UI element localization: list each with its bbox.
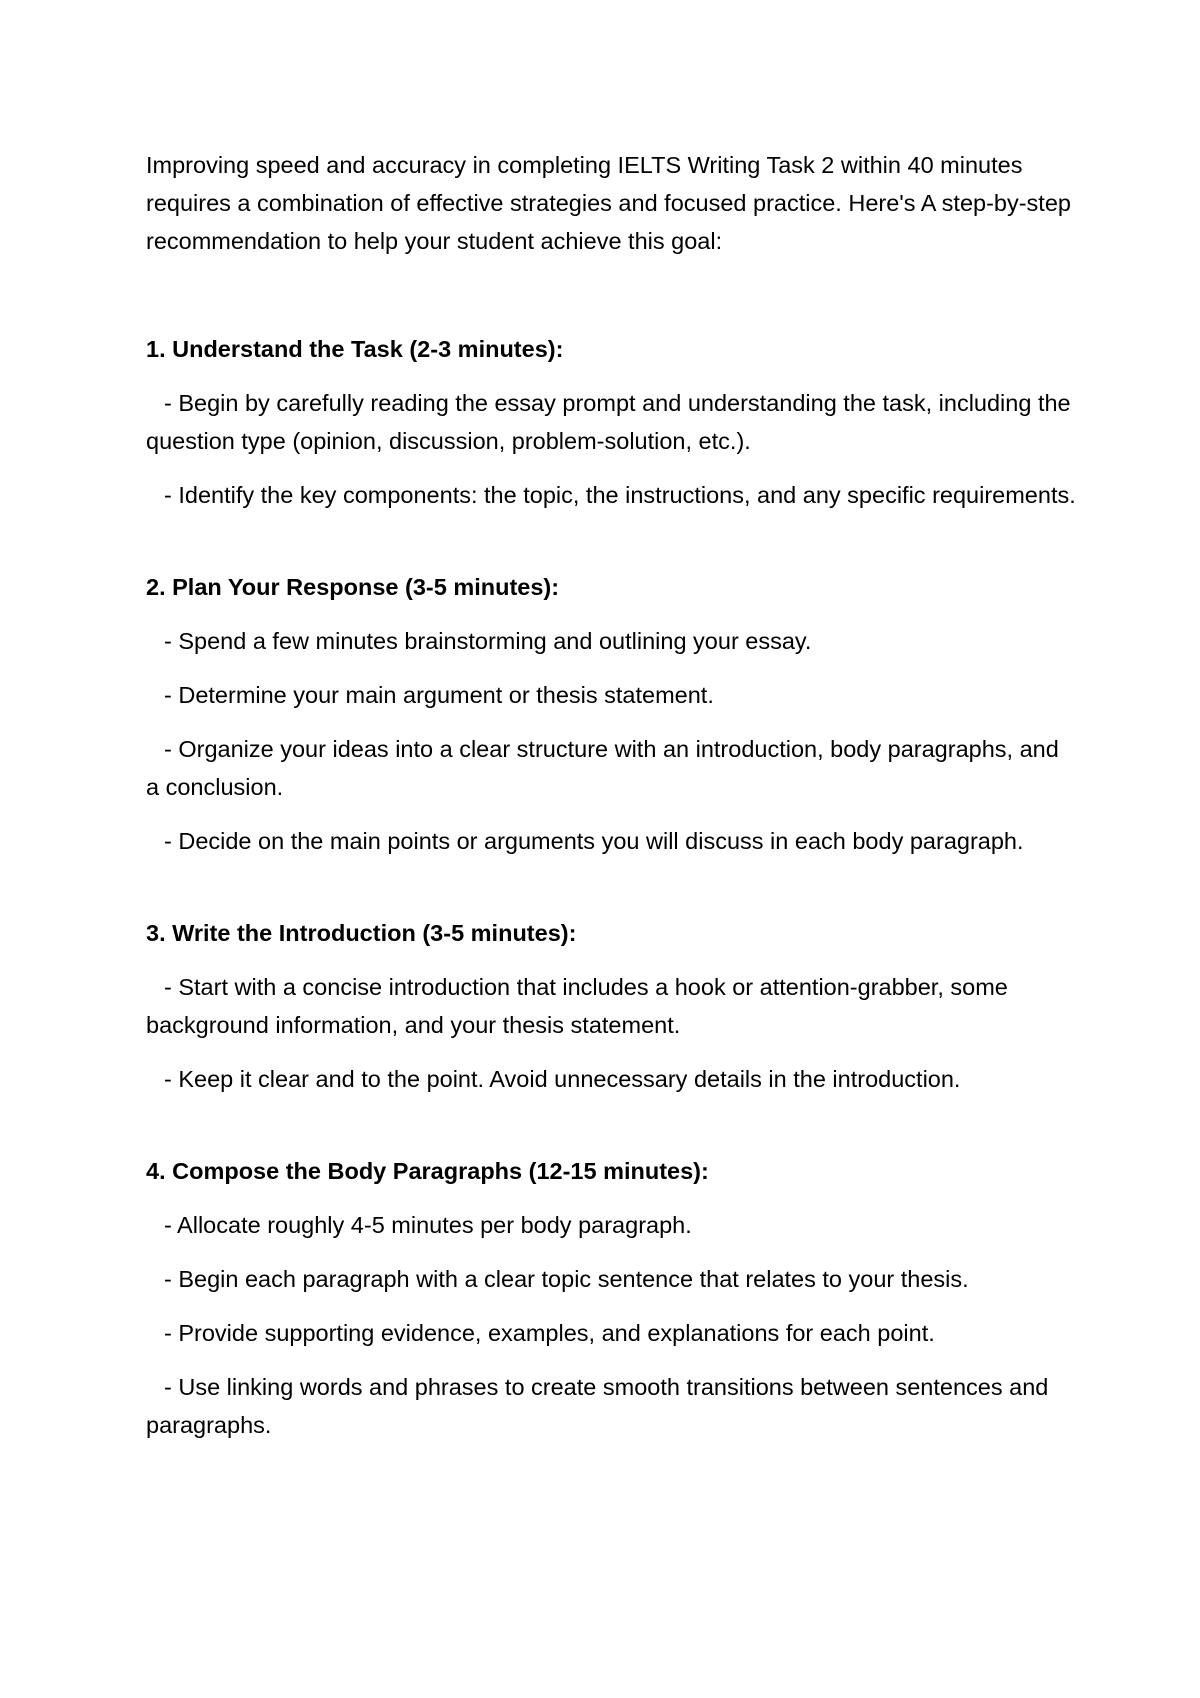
- section-heading: 2. Plan Your Response (3-5 minutes):: [146, 574, 560, 600]
- bullet-item: - Spend a few minutes brainstorming and outlining your essay.: [164, 628, 812, 654]
- intro-paragraph: Improving speed and accuracy in completing IELTS Writing Task 2 within 40 minutes requires a combination of effective strategies and focused practice. Here's A step-by-step recommendation to help your student achieve this goal:: [146, 152, 1071, 254]
- bullet-item: - Decide on the main points or arguments you will discuss in each body paragraph.: [164, 828, 1024, 854]
- bullet-item: - Keep it clear and to the point. Avoid unnecessary details in the introduction.: [164, 1066, 961, 1092]
- bullet-item: - Organize your ideas into a clear structure with an introduction, body paragraphs, and a conclusion.: [146, 736, 1059, 800]
- section-heading: 4. Compose the Body Paragraphs (12-15 minutes):: [146, 1158, 709, 1184]
- bullet-item: - Determine your main argument or thesis statement.: [164, 682, 714, 708]
- bullet-item: - Identify the key components: the topic, the instructions, and any specific requirements.: [164, 482, 1076, 508]
- bullet-item: - Begin by carefully reading the essay prompt and understanding the task, including the question type (opinion, discussion, problem-solution, etc.).: [146, 390, 1071, 454]
- bullet-item: - Provide supporting evidence, examples, and explanations for each point.: [164, 1320, 935, 1346]
- section-heading: 3. Write the Introduction (3-5 minutes):: [146, 920, 577, 946]
- bullet-item: - Begin each paragraph with a clear topic sentence that relates to your thesis.: [164, 1266, 969, 1292]
- section-heading: 1. Understand the Task (2-3 minutes):: [146, 336, 564, 362]
- section-write-introduction: [146, 914, 1076, 1098]
- bullet-item: - Start with a concise introduction that includes a hook or attention-grabber, some background information, and your thesis statement.: [146, 974, 1008, 1038]
- section-plan-response: [146, 568, 1076, 860]
- bullet-item: - Use linking words and phrases to create smooth transitions between sentences and paragraphs.: [146, 1374, 1049, 1438]
- bullet-item: - Allocate roughly 4-5 minutes per body paragraph.: [164, 1212, 692, 1238]
- section-understand-task: [146, 330, 1076, 514]
- document-body: [146, 146, 1076, 1498]
- section-body-paragraphs: [146, 1152, 1076, 1444]
